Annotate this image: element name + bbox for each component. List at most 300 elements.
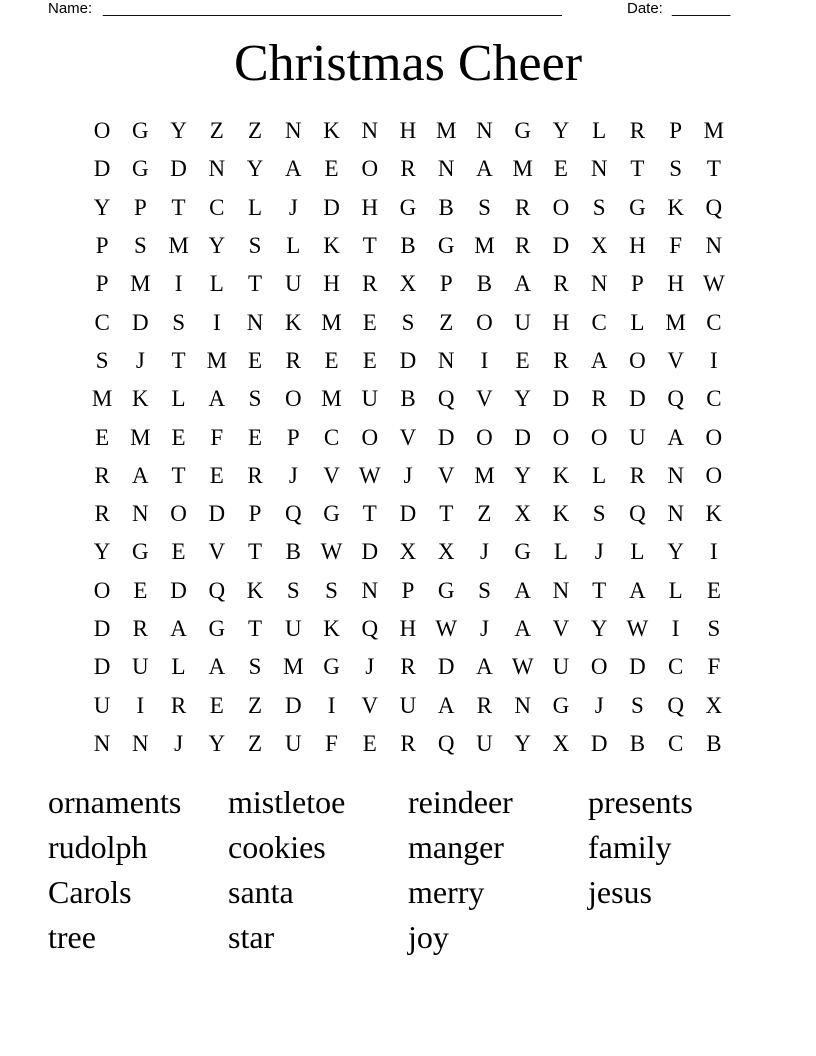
grid-letter: N <box>514 692 531 718</box>
grid-letter: B <box>285 539 301 565</box>
grid-letter: G <box>132 539 149 565</box>
word-list-item: cookies <box>228 829 326 865</box>
grid-letter: Z <box>248 118 263 144</box>
grid-row <box>83 648 733 686</box>
grid-letter: D <box>323 194 340 220</box>
grid-letter: R <box>476 692 493 718</box>
grid-letter: N <box>93 730 111 756</box>
grid-letter: U <box>284 271 302 297</box>
grid-letter: B <box>438 194 454 220</box>
grid-letter: W <box>320 539 343 565</box>
grid-letter: Q <box>437 386 455 412</box>
grid-letter: S <box>325 577 338 603</box>
grid-row <box>83 610 733 648</box>
grid-letter: B <box>629 730 646 756</box>
word-list-item: rudolph <box>48 829 148 865</box>
grid-row <box>83 112 733 150</box>
grid-letter: D <box>629 386 646 412</box>
grid-letter: T <box>362 233 377 259</box>
grid-row <box>83 572 733 610</box>
grid-letter: I <box>136 692 145 718</box>
grid-letter: N <box>208 156 226 182</box>
grid-letter: M <box>130 271 151 297</box>
grid-letter: T <box>171 347 186 373</box>
grid-letter: S <box>401 309 415 335</box>
grid-letter: I <box>710 539 718 565</box>
grid-letter: A <box>514 616 531 641</box>
grid-letter: A <box>132 462 149 488</box>
word-list-item: Carols <box>48 874 132 910</box>
word-list-item: reindeer <box>408 784 513 820</box>
grid-letter: J <box>174 730 184 756</box>
grid-letter: D <box>437 424 455 450</box>
grid-letter: L <box>553 539 568 565</box>
word-search-grid <box>83 112 733 763</box>
grid-letter: Z <box>209 118 224 144</box>
grid-letter: M <box>168 233 189 259</box>
grid-letter: F <box>669 233 683 259</box>
grid-letter: O <box>93 118 111 144</box>
word-list-item: tree <box>48 919 96 955</box>
grid-letter: K <box>132 386 149 412</box>
grid-letter: O <box>705 424 723 450</box>
grid-letter: K <box>705 501 723 527</box>
grid-letter: M <box>321 309 342 335</box>
grid-letter: B <box>706 730 722 756</box>
grid-letter: E <box>362 309 377 335</box>
grid-letter: G <box>132 156 149 182</box>
grid-letter: Q <box>705 194 723 220</box>
grid-row <box>83 150 733 188</box>
grid-letter: R <box>400 654 416 680</box>
header-line <box>48 0 748 20</box>
grid-letter: D <box>170 156 187 182</box>
grid-letter: M <box>436 118 457 144</box>
grid-letter: D <box>93 156 111 182</box>
grid-letter: H <box>552 309 570 335</box>
grid-letter: L <box>592 462 607 488</box>
word-list-item: star <box>228 919 275 955</box>
grid-letter: X <box>437 539 455 565</box>
grid-letter: S <box>95 347 109 373</box>
grid-letter: A <box>514 271 531 297</box>
grid-letter: N <box>132 501 149 527</box>
grid-row <box>83 380 733 418</box>
grid-letter: Q <box>667 386 684 412</box>
grid-letter: H <box>323 271 340 297</box>
grid-letter: R <box>400 730 416 756</box>
grid-letter: L <box>171 386 186 412</box>
grid-letter: P <box>439 271 453 297</box>
grid-letter: L <box>668 577 683 603</box>
grid-letter: S <box>707 616 721 641</box>
grid-letter: D <box>590 730 608 756</box>
grid-letter: U <box>514 309 531 335</box>
grid-letter: X <box>399 539 417 565</box>
grid-letter: B <box>400 386 416 412</box>
grid-letter: K <box>552 462 570 488</box>
grid-letter: D <box>399 501 417 527</box>
grid-letter: M <box>91 386 113 412</box>
grid-letter: D <box>208 501 226 527</box>
grid-letter: S <box>592 501 606 527</box>
grid-letter: N <box>667 462 684 488</box>
grid-letter: U <box>132 654 149 680</box>
grid-letter: J <box>288 462 298 488</box>
grid-letter: S <box>592 194 606 220</box>
grid-letter: K <box>667 194 684 220</box>
grid-letter: C <box>94 309 110 335</box>
grid-letter: R <box>515 233 531 259</box>
word-list <box>48 780 768 960</box>
grid-letter: Y <box>552 118 570 144</box>
grid-letter: O <box>552 424 570 450</box>
grid-letter: W <box>511 654 534 680</box>
grid-letter: C <box>706 309 722 335</box>
grid-letter: L <box>630 309 645 335</box>
word-list-item: merry <box>408 874 485 910</box>
grid-row <box>83 725 733 763</box>
grid-letter: M <box>283 654 304 680</box>
grid-letter: F <box>210 424 224 450</box>
grid-letter: J <box>288 194 298 220</box>
grid-letter: O <box>590 654 608 680</box>
grid-letter: O <box>629 347 646 373</box>
grid-letter: M <box>321 386 342 412</box>
grid-letter: I <box>480 347 489 373</box>
grid-letter: T <box>630 156 645 182</box>
grid-letter: R <box>591 386 607 412</box>
grid-letter: S <box>248 233 262 259</box>
grid-letter: U <box>399 692 417 718</box>
grid-letter: G <box>399 194 417 220</box>
grid-letter: U <box>93 692 111 718</box>
grid-letter: R <box>247 462 263 488</box>
grid-letter: D <box>132 309 149 335</box>
grid-letter: E <box>706 577 721 603</box>
grid-letter: H <box>629 233 646 259</box>
grid-letter: R <box>285 347 301 373</box>
grid-letter: A <box>208 386 226 412</box>
grid-letter: Y <box>208 233 226 259</box>
grid-letter: T <box>706 156 721 182</box>
grid-letter: N <box>361 118 379 144</box>
grid-letter: R <box>553 271 569 297</box>
word-list-item: santa <box>228 874 294 910</box>
grid-letter: Y <box>93 194 111 220</box>
grid-letter: A <box>476 156 493 182</box>
grid-letter: W <box>626 616 649 641</box>
grid-letter: E <box>362 730 377 756</box>
grid-letter: S <box>248 654 262 680</box>
grid-letter: A <box>284 156 302 182</box>
grid-letter: K <box>552 501 570 527</box>
grid-letter: S <box>669 156 683 182</box>
grid-letter: N <box>132 730 149 756</box>
grid-letter: O <box>476 309 493 335</box>
grid-letter: D <box>399 347 417 373</box>
grid-letter: V <box>323 462 340 488</box>
grid-letter: P <box>631 271 644 297</box>
grid-letter: P <box>669 118 683 144</box>
grid-letter: K <box>323 118 340 144</box>
grid-row <box>83 189 733 227</box>
grid-letter: E <box>248 347 263 373</box>
grid-letter: R <box>362 271 378 297</box>
grid-letter: P <box>286 424 300 450</box>
grid-letter: D <box>93 616 111 641</box>
grid-letter: O <box>361 424 379 450</box>
grid-letter: P <box>95 233 109 259</box>
grid-letter: T <box>171 194 186 220</box>
grid-letter: X <box>705 692 723 718</box>
grid-letter: Z <box>477 501 492 527</box>
grid-letter: V <box>552 616 570 641</box>
grid-letter: S <box>172 309 185 335</box>
grid-letter: T <box>248 539 263 565</box>
grid-letter: P <box>401 577 415 603</box>
grid-letter: T <box>248 616 263 641</box>
grid-letter: O <box>552 194 570 220</box>
grid-letter: A <box>476 654 493 680</box>
grid-letter: X <box>552 730 570 756</box>
grid-letter: R <box>553 347 569 373</box>
grid-letter: D <box>170 577 187 603</box>
grid-letter: R <box>170 692 187 718</box>
grid-letter: N <box>284 118 302 144</box>
grid-row <box>83 342 733 380</box>
grid-letter: A <box>170 616 187 641</box>
word-list-item: ornaments <box>48 784 182 820</box>
grid-letter: O <box>705 462 723 488</box>
grid-letter: S <box>248 386 262 412</box>
grid-letter: R <box>94 462 110 488</box>
grid-row <box>83 418 733 456</box>
grid-letter: Q <box>208 577 226 603</box>
word-list-item: jesus <box>588 874 652 910</box>
grid-letter: X <box>590 233 608 259</box>
grid-letter: K <box>246 577 264 603</box>
grid-letter: L <box>286 233 301 259</box>
grid-row <box>83 533 733 571</box>
grid-letter: G <box>437 233 455 259</box>
grid-letter: K <box>284 309 302 335</box>
grid-letter: N <box>361 577 379 603</box>
grid-letter: L <box>209 271 224 297</box>
grid-letter: L <box>248 194 263 220</box>
grid-letter: Q <box>437 730 455 756</box>
grid-letter: F <box>325 730 338 756</box>
grid-letter: M <box>703 118 725 144</box>
date-blank: _______ <box>672 0 731 17</box>
grid-letter: S <box>133 233 147 259</box>
grid-letter: E <box>95 424 110 450</box>
grid-letter: O <box>284 386 302 412</box>
grid-letter: X <box>399 271 417 297</box>
grid-letter: N <box>552 577 570 603</box>
grid-letter: B <box>400 233 416 259</box>
grid-letter: S <box>286 577 300 603</box>
word-list-item: joy <box>408 919 449 955</box>
grid-letter: R <box>400 156 416 182</box>
grid-letter: M <box>474 462 495 488</box>
grid-letter: M <box>474 233 495 259</box>
grid-letter: W <box>358 462 381 488</box>
grid-letter: Z <box>248 692 263 718</box>
word-list-item: manger <box>408 829 504 865</box>
grid-letter: J <box>479 616 489 641</box>
grid-letter: Y <box>514 462 531 488</box>
grid-letter: T <box>171 462 186 488</box>
grid-letter: A <box>667 424 684 450</box>
grid-row <box>83 265 733 303</box>
grid-letter: I <box>671 616 680 641</box>
grid-letter: A <box>208 654 226 680</box>
grid-letter: J <box>594 692 604 718</box>
grid-letter: N <box>590 271 608 297</box>
grid-letter: D <box>552 233 570 259</box>
grid-letter: S <box>478 194 491 220</box>
grid-letter: Y <box>170 118 187 144</box>
grid-letter: T <box>439 501 454 527</box>
grid-letter: Z <box>248 730 263 756</box>
grid-letter: U <box>361 386 379 412</box>
grid-letter: M <box>206 347 228 373</box>
grid-letter: O <box>170 501 187 527</box>
grid-row <box>83 303 733 341</box>
grid-letter: A <box>514 577 531 603</box>
grid-letter: E <box>248 424 263 450</box>
grid-letter: W <box>703 271 725 297</box>
date-label: Date: <box>627 0 663 17</box>
grid-letter: D <box>437 654 455 680</box>
grid-letter: E <box>209 692 224 718</box>
grid-letter: D <box>514 424 531 450</box>
grid-letter: G <box>629 194 646 220</box>
grid-letter: E <box>133 577 148 603</box>
name-label: Name: <box>48 0 93 17</box>
grid-letter: C <box>667 730 684 756</box>
grid-letter: D <box>361 539 379 565</box>
grid-letter: G <box>132 118 149 144</box>
grid-letter: F <box>707 654 721 680</box>
grid-letter: R <box>629 118 646 144</box>
grid-letter: Y <box>208 730 226 756</box>
grid-letter: A <box>590 347 608 373</box>
grid-letter: G <box>208 616 226 641</box>
grid-letter: M <box>130 424 151 450</box>
grid-letter: G <box>323 654 340 680</box>
grid-letter: P <box>248 501 262 527</box>
grid-letter: T <box>362 501 377 527</box>
grid-letter: N <box>667 501 684 527</box>
grid-letter: U <box>284 616 302 641</box>
grid-letter: Z <box>439 309 454 335</box>
grid-letter: E <box>553 156 568 182</box>
grid-letter: E <box>209 462 224 488</box>
grid-letter: U <box>629 424 646 450</box>
grid-letter: E <box>171 539 186 565</box>
grid-letter: Y <box>93 539 111 565</box>
grid-letter: D <box>552 386 570 412</box>
grid-letter: V <box>437 462 455 488</box>
grid-letter: G <box>552 692 570 718</box>
grid-letter: V <box>208 539 226 565</box>
grid-letter: N <box>476 118 493 144</box>
grid-letter: G <box>514 118 531 144</box>
grid-letter: D <box>284 692 302 718</box>
grid-letter: I <box>327 692 336 718</box>
grid-letter: D <box>93 654 111 680</box>
grid-letter: U <box>476 730 493 756</box>
grid-letter: E <box>362 347 377 373</box>
grid-letter: K <box>323 233 340 259</box>
grid-letter: Q <box>629 501 646 527</box>
grid-letter: T <box>592 577 607 603</box>
grid-letter: D <box>629 654 646 680</box>
grid-letter: L <box>171 654 186 680</box>
grid-letter: Y <box>590 616 608 641</box>
grid-letter: M <box>512 156 533 182</box>
grid-letter: P <box>133 194 147 220</box>
grid-letter: O <box>476 424 493 450</box>
word-list-item: family <box>588 829 672 865</box>
grid-letter: H <box>667 271 684 297</box>
grid-letter: C <box>209 194 225 220</box>
word-list-item: mistletoe <box>228 784 346 820</box>
grid-letter: V <box>361 692 379 718</box>
grid-letter: C <box>323 424 340 450</box>
grid-letter: Y <box>246 156 264 182</box>
grid-letter: R <box>515 194 531 220</box>
grid-letter: Q <box>284 501 302 527</box>
grid-letter: Q <box>361 616 379 641</box>
grid-letter: G <box>323 501 340 527</box>
grid-letter: G <box>514 539 531 565</box>
grid-row <box>83 686 733 724</box>
grid-letter: Y <box>514 386 531 412</box>
grid-letter: R <box>94 501 110 527</box>
grid-letter: M <box>665 309 686 335</box>
grid-letter: Y <box>514 730 531 756</box>
grid-letter: J <box>479 539 489 565</box>
grid-letter: R <box>132 616 149 641</box>
page-title: Christmas Cheer <box>233 35 583 92</box>
grid-row <box>83 457 733 495</box>
grid-letter: O <box>361 156 379 182</box>
grid-letter: S <box>631 692 644 718</box>
grid-letter: R <box>629 462 646 488</box>
grid-letter: A <box>437 692 455 718</box>
grid-letter: V <box>399 424 417 450</box>
grid-letter: E <box>324 347 339 373</box>
grid-letter: K <box>323 616 340 641</box>
grid-letter: B <box>476 271 493 297</box>
grid-letter: H <box>361 194 379 220</box>
grid-letter: G <box>437 577 455 603</box>
grid-letter: U <box>552 654 570 680</box>
grid-letter: C <box>706 386 722 412</box>
grid-letter: W <box>435 616 458 641</box>
grid-letter: Q <box>667 692 684 718</box>
grid-letter: L <box>630 539 645 565</box>
word-list-item: presents <box>588 784 693 820</box>
grid-letter: O <box>590 424 608 450</box>
name-blank: _______________________________________________________ <box>103 0 562 17</box>
grid-letter: N <box>437 156 455 182</box>
grid-letter: J <box>403 462 413 488</box>
grid-letter: N <box>246 309 264 335</box>
